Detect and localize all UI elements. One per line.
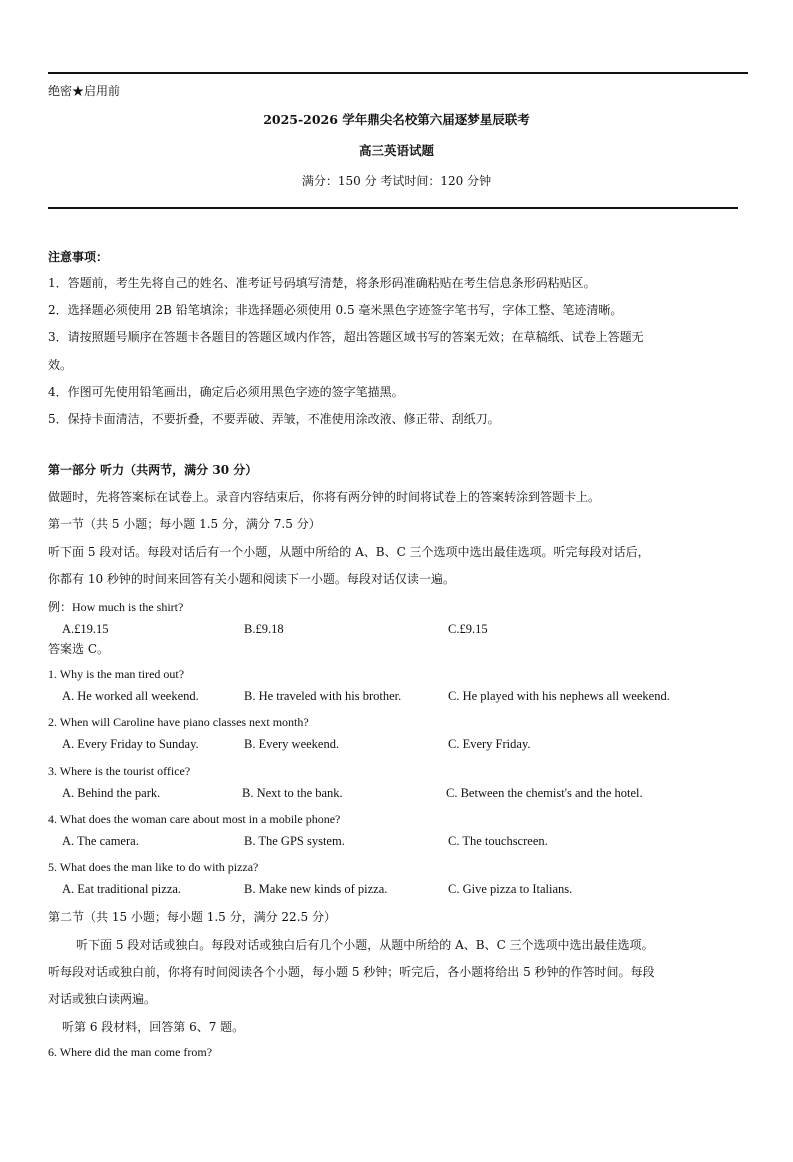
q2-option-c: C. Every Friday.	[448, 737, 531, 751]
q2-option-a: A. Every Friday to Sunday.	[62, 737, 199, 751]
example-answer: 答案选 C。	[48, 642, 109, 656]
note-item: 3．请按照题号顺序在答题卡各题目的答题区域内作答，超出答题区域书写的答案无效；在草稿纸、试卷上答题无	[48, 330, 644, 344]
section2-instructions: 听下面 5 段对话或独白。每段对话或独白后有几个小题，从题中所给的 A、B、C 三个选项中选出最佳选项。	[76, 938, 654, 952]
secret-label: 绝密★启用前	[48, 84, 121, 98]
q3-option-c: C. Between the chemist's and the hotel.	[446, 786, 643, 800]
note-item: 2．选择题必须使用 2B 铅笔填涂；非选择题必须使用 0.5 毫米黑色字迹签字笔书写，字体工整、笔迹清晰。	[48, 303, 623, 317]
section1-instructions: 听下面 5 段对话。每段对话后有一个小题，从题中所给的 A、B、C 三个选项中选出最佳选项。听完每段对话后，	[48, 545, 650, 559]
header-rule	[48, 207, 738, 209]
question-6: 6. Where did the man come from?	[48, 1045, 213, 1059]
q1-option-b: B. He traveled with his brother.	[244, 689, 402, 703]
notes-heading: 注意事项：	[48, 250, 109, 264]
part1-intro: 做题时，先将答案标在试卷上。录音内容结束后，你将有两分钟的时间将试卷上的答案转涂到答题卡上。	[48, 490, 601, 504]
q3-option-b: B. Next to the bank.	[242, 786, 343, 800]
material-6-label: 听第 6 段材料，回答第 6、7 题。	[62, 1020, 245, 1034]
section2-instructions: 听每段对话或独白前，你将有时间阅读各个小题，每小题 5 秒钟；听完后，各小题将给出 5 秒钟的作答时间。每段	[48, 965, 655, 979]
note-item: 效。	[48, 358, 73, 372]
example-option-b: B.£9.18	[244, 622, 284, 636]
top-rule	[48, 72, 748, 74]
exam-title: 2025-2026 学年鼎尖名校第六届逐梦星辰联考	[263, 112, 530, 127]
q4-option-c: C. The touchscreen.	[448, 834, 548, 848]
q3-option-a: A. Behind the park.	[62, 786, 161, 800]
q5-option-a: A. Eat traditional pizza.	[62, 882, 182, 896]
q1-option-c: C. He played with his nephews all weekend.	[448, 689, 670, 703]
question-4: 4. What does the woman care about most in a mobile phone?	[48, 812, 341, 826]
q1-option-a: A. He worked all weekend.	[62, 689, 199, 703]
example-question: 例：How much is the shirt?	[48, 600, 184, 614]
score-time-info: 满分：150 分 考试时间：120 分钟	[301, 174, 492, 188]
q5-option-c: C. Give pizza to Italians.	[448, 882, 573, 896]
note-item: 5．保持卡面清洁，不要折叠，不要弄破、弄皱，不准使用涂改液、修正带、刮纸刀。	[48, 412, 500, 426]
section1-title: 第一节（共 5 小题；每小题 1.5 分，满分 7.5 分）	[48, 517, 321, 531]
section2-title: 第二节（共 15 小题；每小题 1.5 分，满分 22.5 分）	[48, 910, 336, 924]
paper-subtitle: 高三英语试题	[358, 143, 434, 158]
example-option-a: A.£19.15	[62, 622, 109, 636]
part1-heading: 第一部分 听力（共两节，满分 30 分）	[48, 463, 258, 477]
q4-option-a: A. The camera.	[62, 834, 139, 848]
section1-instructions: 你都有 10 秒钟的时间来回答有关小题和阅读下一小题。每段对话仅读一遍。	[48, 572, 455, 586]
example-option-c: C.£9.15	[448, 622, 488, 636]
note-item: 1．答题前，考生先将自己的姓名、准考证号码填写清楚，将条形码准确粘贴在考生信息条形码粘贴区。	[48, 276, 596, 290]
q2-option-b: B. Every weekend.	[244, 737, 340, 751]
note-item: 4．作图可先使用铅笔画出，确定后必须用黑色字迹的签字笔描黑。	[48, 385, 404, 399]
question-1: 1. Why is the man tired out?	[48, 667, 185, 681]
question-3: 3. Where is the tourist office?	[48, 764, 191, 778]
question-5: 5. What does the man like to do with pizza?	[48, 860, 259, 874]
q4-option-b: B. The GPS system.	[244, 834, 345, 848]
q5-option-b: B. Make new kinds of pizza.	[244, 882, 388, 896]
question-2: 2. When will Caroline have piano classes next month?	[48, 715, 309, 729]
section2-instructions: 对话或独白读两遍。	[48, 992, 157, 1006]
